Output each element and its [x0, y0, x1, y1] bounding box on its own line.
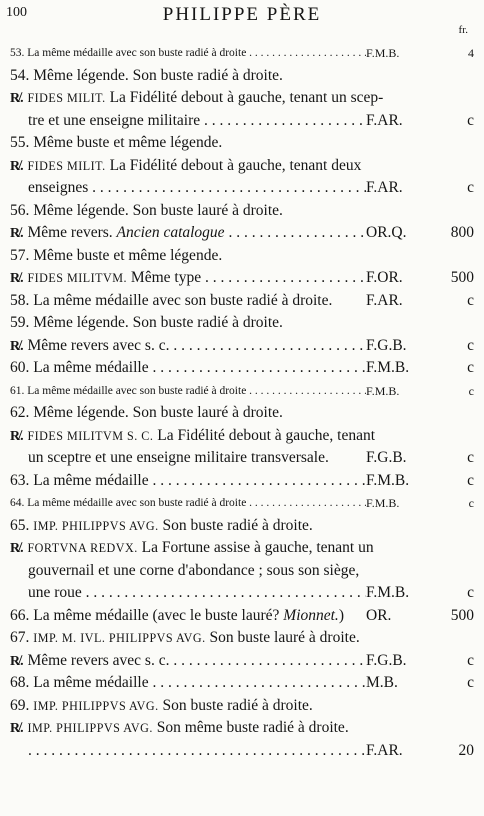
catalogue-line [0, 560, 484, 583]
italic-note: Ancien catalogue [116, 224, 225, 241]
metal-size-code: OR.Q. [366, 224, 407, 241]
price-value: c [467, 336, 474, 354]
legend-inscription: FIDES MILIT. [27, 91, 106, 105]
description: La Fidélité debout à gauche, tenant [157, 426, 376, 444]
entry-text [10, 87, 474, 111]
catalogue-line [0, 447, 484, 470]
entry-text [28, 447, 366, 470]
entry-text [10, 335, 366, 359]
reverse-mark: R̸. [10, 653, 24, 669]
catalogue-line [0, 627, 484, 650]
entry-text [10, 42, 366, 65]
metal-size-code: F.M.B. [366, 496, 400, 510]
entry-text [10, 65, 474, 88]
description: Même revers avec s. c. [27, 651, 170, 669]
entry-text [10, 132, 474, 155]
description: 56. Même légende. Son buste lauré à droite. [10, 201, 283, 219]
price-value: c [467, 674, 474, 691]
description: enseignes [28, 179, 89, 196]
catalogue-line [0, 245, 484, 268]
metal-size-code: F.M.B. [366, 383, 400, 398]
metal-size-code: F.M.B. [366, 471, 410, 489]
legend-inscription: FIDES MILITVM S. C. [27, 428, 154, 443]
reverse-mark: R̸. [10, 428, 24, 444]
price-value: c [467, 111, 474, 129]
price-value: c [467, 179, 474, 196]
page-number: 100 [6, 5, 27, 20]
entry-text [10, 627, 474, 650]
price-unit-label: fr. [458, 24, 468, 36]
description: 63. La même médaille [10, 471, 149, 489]
metal-size-code: M.B. [366, 674, 398, 691]
legend-inscription: FORTVNA REDVX. [27, 541, 138, 555]
entry-text [10, 672, 366, 695]
reverse-mark: R̸. [10, 91, 24, 106]
description: 58. La même médaille avec son buste radié à droite. [10, 291, 333, 309]
entry-number: 65. [10, 516, 30, 534]
entry-text [10, 312, 474, 335]
price-value: c [467, 359, 474, 376]
price-value: c [468, 383, 474, 398]
description: 62. Même légende. Son buste lauré à droite. [10, 404, 283, 421]
description: La Fortune assise à gauche, tenant un [141, 539, 374, 556]
catalogue-line [0, 290, 484, 313]
metal-size-code: F.OR. [366, 269, 403, 286]
catalogue-line [0, 155, 484, 178]
description: 59. Même légende. Son buste radié à droite. [10, 314, 283, 331]
reverse-mark: R̸. [10, 226, 24, 241]
entry-text [10, 537, 474, 561]
entry-text [10, 515, 474, 538]
description: tre et une enseigne militaire [28, 111, 201, 129]
catalogue-line [0, 65, 484, 88]
description: Même revers. [27, 224, 113, 241]
catalogue-line [0, 87, 484, 110]
entry-text [10, 425, 474, 449]
legend-inscription: IMP. M. IVL. PHILIPPVS AVG. [33, 631, 206, 645]
description: 64. La même médaille avec son buste radié à droite [10, 497, 247, 509]
legend-inscription: FIDES MILITVM. [27, 271, 128, 285]
description: La Fidélité debout à gauche, tenant un scep- [109, 89, 384, 106]
catalogue-line [0, 537, 484, 560]
description: 61. La même médaille avec son buste radié à droite [10, 384, 247, 397]
catalogue-line [0, 335, 484, 358]
catalogue-line [0, 717, 484, 740]
catalogue-line [0, 267, 484, 290]
running-title: PHILIPPE PÈRE [162, 4, 322, 25]
description: 66. La même médaille (avec le buste lauré? [10, 606, 280, 624]
metal-size-code: F.AR. [366, 179, 403, 196]
entry-text [10, 290, 366, 313]
catalogue-line [0, 582, 484, 605]
catalogue-line [0, 605, 484, 628]
price-value: c [467, 651, 474, 669]
entry-text [10, 222, 366, 246]
price-value: c [467, 449, 474, 466]
catalogue-line [0, 492, 484, 515]
catalogue-line [0, 357, 484, 380]
legend-inscription: IMP. PHILIPPVS AVG. [27, 721, 153, 735]
entry-number: 67. [10, 629, 30, 646]
price-value: 20 [458, 741, 474, 759]
description: Son buste radié à droite. [162, 696, 313, 714]
legend-inscription: IMP. PHILIPPVS AVG. [33, 698, 159, 713]
entry-text [10, 717, 474, 741]
catalogue-line [0, 740, 484, 763]
entry-text [10, 695, 474, 718]
metal-size-code: F.AR. [366, 741, 403, 759]
price-value: 500 [450, 269, 474, 286]
entry-text [10, 267, 366, 291]
entry-text [10, 245, 474, 268]
description: un sceptre et une enseigne militaire transversale. [28, 449, 329, 466]
reverse-mark: R̸. [10, 541, 24, 556]
description: Son même buste radié à droite. [156, 719, 349, 736]
price-value: 4 [468, 46, 474, 60]
entry-text [10, 200, 474, 223]
description: gouvernail et une corne d'abondance ; sous son siège, [28, 561, 360, 579]
price-value: 500 [450, 606, 474, 624]
entry-text [28, 560, 474, 583]
price-value: c [468, 496, 474, 510]
description: 54. Même légende. Son buste radié à droite. [10, 66, 283, 84]
catalogue-line [0, 200, 484, 223]
description: 68. La même médaille [10, 674, 149, 691]
description: Même revers avec s. c. [27, 336, 170, 354]
catalogue-line [0, 672, 484, 695]
catalogue-entries [0, 42, 484, 762]
description: 55. Même buste et même légende. [10, 134, 223, 151]
entry-number: 69. [10, 696, 30, 714]
metal-size-code: F.AR. [366, 111, 403, 129]
price-value: c [467, 291, 474, 309]
legend-inscription: IMP. PHILIPPVS AVG. [33, 518, 159, 533]
catalogue-line [0, 42, 484, 65]
catalogue-line [0, 402, 484, 425]
description: 57. Même buste et même légende. [10, 246, 223, 264]
catalogue-line [0, 312, 484, 335]
description: Son buste lauré à droite. [209, 629, 360, 646]
reverse-mark: R̸. [10, 338, 24, 354]
catalogue-line [0, 177, 484, 200]
catalogue-line [0, 650, 484, 673]
entry-text: 66. La même médaille (avec le buste lauré? Mionnet.) [10, 606, 344, 624]
price-value: 800 [450, 224, 474, 241]
entry-text [10, 357, 366, 380]
reverse-mark: R̸. [10, 721, 24, 736]
entry-text [10, 155, 474, 179]
legend-inscription: FIDES MILIT. [27, 158, 106, 173]
metal-size-code: OR. [366, 606, 392, 624]
description: La Fidélité debout à gauche, tenant deux [109, 156, 362, 174]
metal-size-code: F.M.B. [366, 584, 410, 601]
catalogue-line [0, 222, 484, 245]
metal-size-code: F.G.B. [366, 651, 407, 669]
entry-text [10, 492, 366, 515]
price-value: c [467, 584, 474, 601]
entry-text [10, 470, 366, 493]
entry-text [28, 110, 366, 133]
reverse-mark: R̸. [10, 271, 24, 286]
entry-text [10, 650, 366, 674]
catalogue-line [0, 380, 484, 403]
entry-text [28, 582, 366, 605]
entry-text [10, 402, 474, 425]
catalogue-line [0, 110, 484, 133]
entry-text [10, 380, 366, 403]
catalogue-line [0, 470, 484, 493]
metal-size-code: F.M.B. [366, 359, 410, 376]
catalogue-line [0, 695, 484, 718]
price-value: c [467, 471, 474, 489]
reverse-mark: R̸. [10, 158, 24, 174]
entry-text [28, 177, 366, 200]
catalogue-line [0, 425, 484, 448]
metal-size-code: F.G.B. [366, 336, 407, 354]
metal-size-code: F.AR. [366, 291, 403, 309]
description: Même type [130, 269, 202, 286]
catalogue-line [0, 515, 484, 538]
italic-note: Mionnet. [283, 606, 339, 624]
metal-size-code: F.M.B. [366, 46, 400, 60]
description: Son buste radié à droite. [162, 516, 313, 534]
entry-text [28, 740, 366, 763]
description: une roue [28, 584, 82, 601]
metal-size-code: F.G.B. [366, 449, 407, 466]
catalogue-line [0, 132, 484, 155]
description: 60. La même médaille [10, 359, 149, 376]
description: 53. La même médaille avec son buste radié à droite [10, 47, 247, 59]
